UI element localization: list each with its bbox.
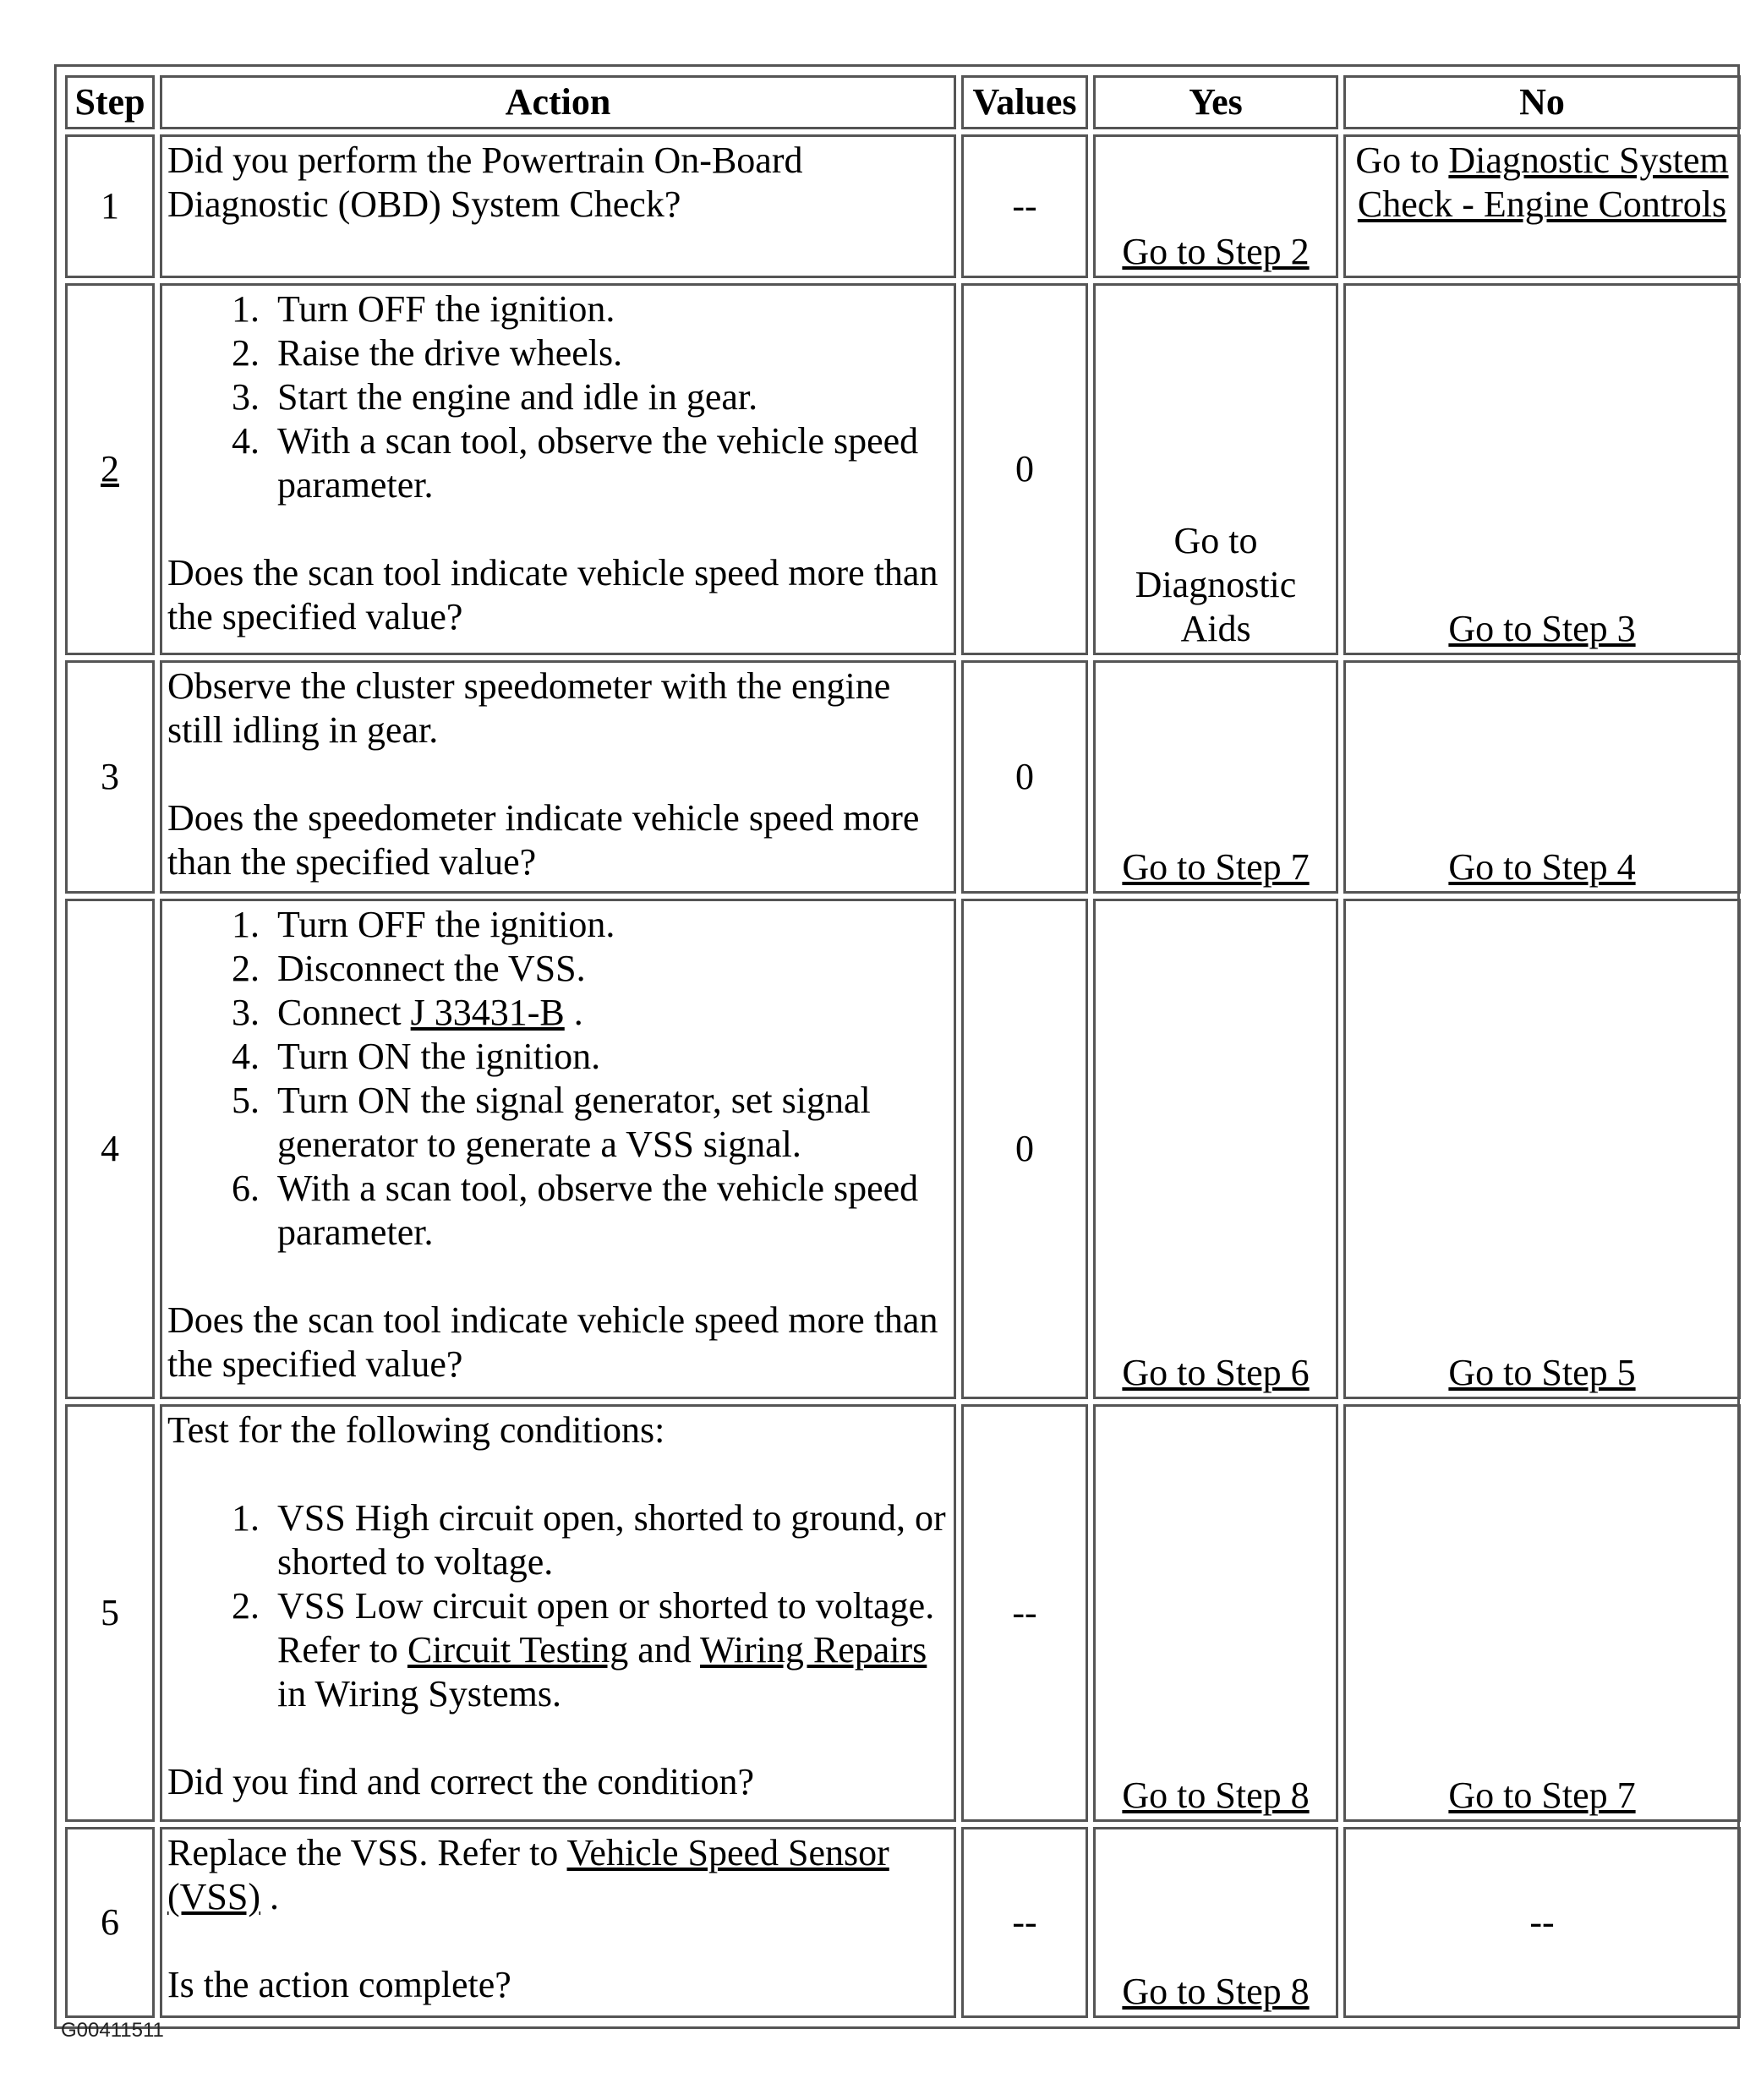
- no-link[interactable]: Go to Step 3: [1448, 608, 1636, 649]
- circuit-testing-link[interactable]: Circuit Testing: [407, 1629, 629, 1671]
- action-cell: [160, 1827, 956, 2018]
- yes-cell: [1093, 134, 1338, 278]
- list-item: 1. Turn OFF the ignition.: [269, 903, 949, 947]
- action-cell: [160, 134, 956, 278]
- action-prefix: Replace the VSS. Refer to: [167, 1832, 559, 1873]
- list-item: [269, 991, 949, 1035]
- step-number: 4: [65, 899, 155, 1399]
- no-cell: [1343, 899, 1741, 1399]
- action-question: Does the speedometer indicate vehicle speed more than the specified value?: [167, 797, 920, 883]
- yes-cell: [1093, 1404, 1338, 1822]
- yes-link[interactable]: Go to Step 7: [1122, 846, 1310, 888]
- yes-cell: [1093, 899, 1338, 1399]
- step-number: 1: [65, 134, 155, 278]
- list-item-text: Connect: [277, 992, 402, 1033]
- value-cell: 0: [961, 660, 1088, 894]
- yes-cell: [1093, 660, 1338, 894]
- yes-cell: [1093, 1827, 1338, 2018]
- action-question: Does the scan tool indicate vehicle speed more than the specified value?: [167, 552, 938, 637]
- header-yes: Yes: [1093, 75, 1338, 129]
- no-link[interactable]: Diagnostic System Check - Engine Controls: [1357, 139, 1729, 225]
- table-row: [65, 134, 1741, 278]
- yes-link[interactable]: Go to Step 8: [1122, 1971, 1310, 2012]
- list-item: 4. Turn ON the ignition.: [269, 1035, 949, 1079]
- header-action: Action: [160, 75, 956, 129]
- no-link[interactable]: Go to Step 5: [1448, 1352, 1636, 1393]
- header-no: No: [1343, 75, 1741, 129]
- action-cell: [160, 1404, 956, 1822]
- list-item-tail: in Wiring Systems.: [277, 1673, 561, 1714]
- diagnostic-table: [60, 70, 1746, 2023]
- step-link[interactable]: 2: [101, 448, 119, 489]
- list-item: 4. With a scan tool, observe the vehicle speed parameter.: [269, 419, 949, 507]
- yes-cell: Go to Diagnostic Aids: [1093, 283, 1338, 655]
- action-steps-list: [167, 903, 949, 1255]
- value-cell: --: [961, 1827, 1088, 2018]
- action-suffix: .: [260, 1876, 280, 1917]
- tool-link[interactable]: J 33431-B: [410, 992, 565, 1033]
- table-row: [65, 660, 1741, 894]
- no-cell: [1343, 283, 1741, 655]
- step-number: 3: [65, 660, 155, 894]
- value-cell: 0: [961, 899, 1088, 1399]
- action-text: Did you perform the Powertrain On-Board Diagnostic (OBD) System Check?: [167, 139, 803, 225]
- list-item-text: VSS Low circuit open or shorted to voltage. Refer to: [277, 1585, 935, 1671]
- header-row: [65, 75, 1741, 129]
- diagnostic-table-frame: [54, 64, 1740, 2029]
- table-row: [65, 1404, 1741, 1822]
- list-item: 1. VSS High circuit open, shorted to ground, or shorted to voltage.: [269, 1496, 949, 1584]
- no-prefix: Go to: [1355, 139, 1449, 181]
- wiring-repairs-link[interactable]: Wiring Repairs: [700, 1629, 927, 1671]
- table-row: [65, 283, 1741, 655]
- action-question: Did you find and correct the condition?: [167, 1761, 755, 1802]
- no-cell: [1343, 660, 1741, 894]
- table-row: [65, 899, 1741, 1399]
- list-item: 6. With a scan tool, observe the vehicle speed parameter.: [269, 1167, 949, 1255]
- action-question: Does the scan tool indicate vehicle speed more than the specified value?: [167, 1299, 938, 1385]
- action-question: Is the action complete?: [167, 1964, 511, 2005]
- list-item-and: and: [637, 1629, 692, 1671]
- no-link[interactable]: Go to Step 7: [1448, 1775, 1636, 1816]
- list-item: [269, 1584, 949, 1716]
- action-steps-list: [167, 287, 949, 507]
- action-text: Test for the following conditions:: [167, 1409, 665, 1451]
- list-item-suffix: .: [564, 992, 583, 1033]
- value-cell: 0: [961, 283, 1088, 655]
- yes-link[interactable]: Go to Step 6: [1122, 1352, 1310, 1393]
- list-item: 2. Disconnect the VSS.: [269, 947, 949, 991]
- action-steps-list: [167, 1496, 949, 1716]
- no-link[interactable]: Go to Step 4: [1448, 846, 1636, 888]
- value-cell: --: [961, 134, 1088, 278]
- value-cell: --: [961, 1404, 1088, 1822]
- yes-link[interactable]: Go to Step 2: [1122, 231, 1310, 272]
- step-number: 6: [65, 1827, 155, 2018]
- action-text: [167, 1831, 949, 1919]
- figure-id: G00411511: [61, 2019, 164, 2042]
- no-cell: --: [1343, 1827, 1741, 2018]
- header-step: Step: [65, 75, 155, 129]
- yes-link[interactable]: Go to Step 8: [1122, 1775, 1310, 1816]
- list-item: 3. Start the engine and idle in gear.: [269, 375, 949, 419]
- list-item: 5. Turn ON the signal generator, set signal generator to generate a VSS signal.: [269, 1079, 949, 1167]
- list-item: 2. Raise the drive wheels.: [269, 331, 949, 375]
- no-cell: [1343, 134, 1741, 278]
- action-cell: [160, 283, 956, 655]
- action-cell: [160, 660, 956, 894]
- action-cell: [160, 899, 956, 1399]
- header-values: Values: [961, 75, 1088, 129]
- vss-link[interactable]: Vehicle Speed Sensor (VSS): [167, 1832, 889, 1917]
- table-row: [65, 1827, 1741, 2018]
- list-item: 1. Turn OFF the ignition.: [269, 287, 949, 331]
- action-text: Observe the cluster speedometer with the engine still idling in gear.: [167, 665, 891, 751]
- step-number: [65, 283, 155, 655]
- no-cell: [1343, 1404, 1741, 1822]
- step-number: 5: [65, 1404, 155, 1822]
